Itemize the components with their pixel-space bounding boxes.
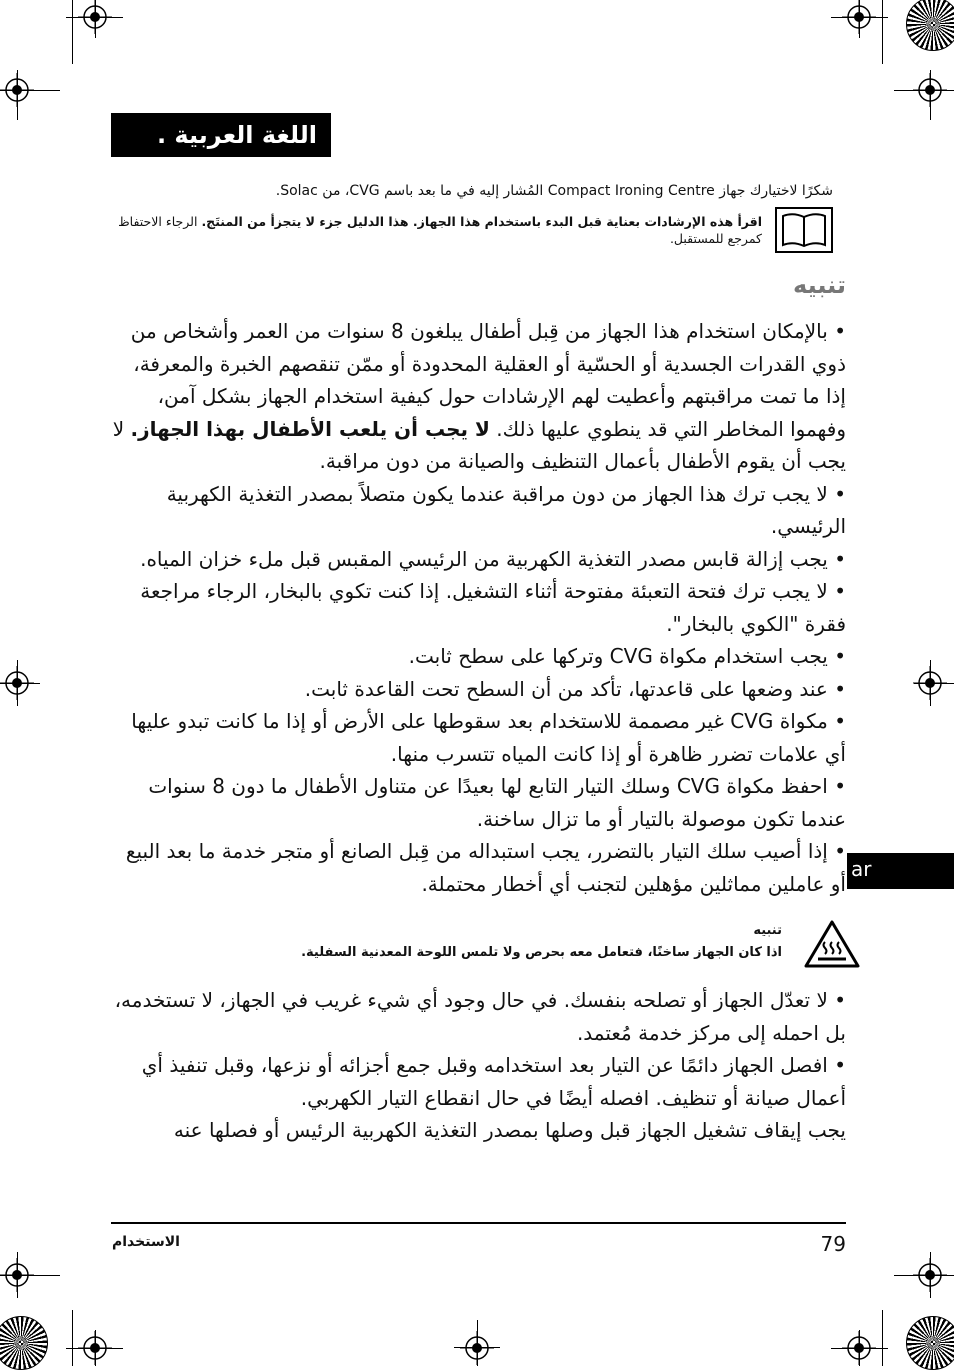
warning-item: • إذا أصيب سلك التيار بالتضرر، يجب استبداله من قِبل الصانع أو متجر خدمة ما بعد البيع أو عاملين مماثلين مؤهلين لتجنب أي أخطار محتملة.	[125, 839, 846, 896]
registration-target-icon	[0, 666, 34, 700]
registration-target-icon	[913, 1258, 947, 1292]
color-bar-disc	[906, 0, 954, 51]
footer-rule	[111, 1222, 846, 1224]
registration-target-icon	[78, 1331, 112, 1365]
intro-readme	[112, 213, 762, 247]
warning-item: • لا يجب ترك فتحة التعبئة مفتوحة أثناء التشغيل. إذا كنت تكوي بالبخار، الرجاء مراجعة فقرة "الكوي بالبخار".	[140, 579, 846, 636]
warning-item: • احفظ مكواة CVG وسلك التيار التابع لها بعيدًا عن متناول الأطفال ما دون 8 سنوات عندما تكون موصولة بالتيار أو ما تزال ساخنة.	[148, 774, 846, 831]
registration-target-icon	[78, 0, 112, 34]
warning-item: • يجب استخدام مكواة CVG وتركها على سطح ثابت.	[408, 644, 846, 668]
warning-text: لا يجب أن يقوم الأطفال بأعمال التنظيف والصيانة من دون مراقبة.	[112, 416, 846, 473]
registration-target-icon	[913, 73, 947, 107]
warning-text-bold: لا يجب أن يلعب الأطفال بهذا الجهاز.	[130, 416, 490, 441]
registration-target-icon	[913, 666, 947, 700]
warning-item: • لا يجب ترك هذا الجهاز من دون مراقبة عندما يكون متصلاً بمصدر التغذية الكهربية الرئيسي.	[166, 481, 846, 538]
crop-mark	[882, 1310, 883, 1366]
section-title: اللغة العربية .	[111, 113, 331, 157]
warning-title: تنبيه	[793, 271, 846, 299]
color-bar-disc	[0, 1316, 48, 1370]
warning-text: • بالإمكان استخدام هذا الجهاز من قِبل أطفال يبلغون 8 سنوات من العمر وأشخاص من ذوي القدرات الجسدية أو الحسّية أو العقلية المحدودة أو ممّن تنقصهم الخبرة والمعرفة، إذا ما تمت مراقبتهم وأعطيت لهم الإرشادات حول كيفية استخدام الجهاز بشكل آمن، وفهموا المخاطر التي قد ينطوي عليها ذلك.	[130, 319, 846, 441]
warning-item: • يجب إزالة قابس مصدر التغذية الكهربية من الرئيسي المقبس قبل ملء خزان المياه.	[140, 546, 846, 571]
registration-target-icon	[842, 0, 876, 34]
language-tab: ar	[847, 853, 954, 889]
warning-list	[112, 315, 846, 900]
hot-surface-text: اذا كان الجهاز ساخنًا، فتعامل معه بحرص ولا تلمس اللوحة المعدنية السفلية.	[301, 945, 782, 960]
registration-target-icon	[0, 73, 34, 107]
crop-mark	[882, 0, 883, 64]
registration-target-icon	[0, 1258, 34, 1292]
warning-item: • مكواة CVG غير مصممة للاستخدام بعد سقوطها على الأرض أو إذا ما كانت تبدو عليها أي علامات تضرر ظاهرة أو إذا كانت المياه تتسرب منها.	[131, 709, 846, 766]
footer-section: الاستخدام	[112, 1234, 180, 1250]
crop-mark	[72, 0, 73, 64]
hot-surface-icon	[804, 920, 860, 968]
hot-surface-title: تنبيه	[753, 923, 782, 938]
color-bar-disc	[906, 1316, 954, 1370]
page-number: 79	[820, 1232, 846, 1256]
registration-target-icon	[842, 1331, 876, 1365]
readme-bold: اقرأ هذه الإرشادات بعناية قبل البدء باستخدام هذا الجهاز. هذا الدليل جزء لا يتجزأ من المنتَج.	[201, 214, 762, 229]
registration-target-icon	[460, 1331, 494, 1365]
readme-tail: الرجاء الاحتفاظ كمرجع للمستقبل.	[118, 214, 762, 246]
warning-item: يجب إيقاف تشغيل الجهاز قبل وصلها بمصدر التغذية الكهربية الرئيس أو فصلها عنه	[173, 1118, 846, 1142]
warning-item: • عند وضعها على قاعدتها، تأكد من أن السطح تحت القاعدة ثابت.	[304, 676, 846, 701]
warning-list-2	[112, 984, 846, 1147]
intro-thanks: شكرًا لاختيارك جهاز Compact Ironing Centre المُشار إليه في ما بعد باسم CVG، من Solac.	[275, 183, 833, 199]
warning-item: • افصل الجهاز دائمًا عن التيار بعد استخدامه وقبل جمع أجزائه أو نزعها، وقبل تنفيذ أي أعمال صيانة أو تنظيف. افصله أيضًا في حال انقطاع التيار الكهربي.	[141, 1053, 846, 1110]
hot-surface-note	[112, 920, 782, 964]
warning-item	[112, 315, 846, 478]
crop-mark	[72, 1310, 73, 1366]
read-manual-icon	[775, 207, 833, 253]
warning-item: • لا تعدّل الجهاز أو تصلحه بنفسك. في حال وجود أي شيء غريب في الجهاز، لا تستخدمه، بل احمله إلى مركز خدمة مُعتمد.	[114, 988, 846, 1045]
